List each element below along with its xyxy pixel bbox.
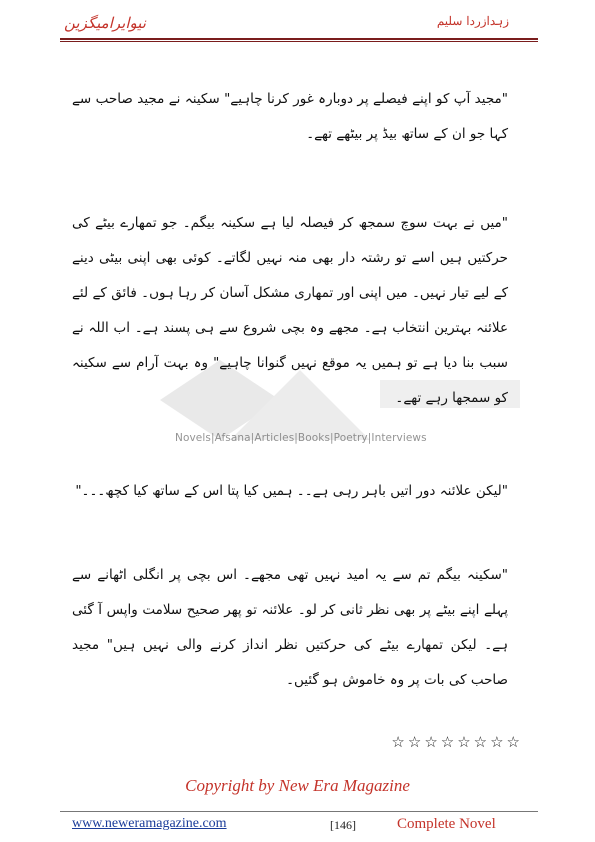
magazine-name: نیوایرامیگزین xyxy=(64,14,146,32)
copyright-notice: Copyright by New Era Magazine xyxy=(185,776,410,795)
website-link[interactable]: www.neweramagazine.com xyxy=(72,816,227,831)
paragraph-3: "لیکن علائنہ دور اتیں باہر رہی ہے۔۔ ہمیں کیا پتا اس کے ساتھ کیا کچھ۔۔۔" xyxy=(75,483,508,499)
page-header xyxy=(0,10,595,40)
paragraph-4: "سکینہ بیگم تم سے یہ امید نہیں تھی مجھے۔ اس بچی پر انگلی اٹھانے سے پہلے اپنے بیٹے پر بھی نظر ثانی کر لو۔ علائنہ تو پھر صحیح سلامت واپس آ گئی ہے۔ لیکن تمھارے بیٹے کی حرکتیں نظر انداز کرنے والی نہیں ہیں" مجید صاحب کی بات پر وہ خاموش ہو گئیں۔ xyxy=(72,567,508,688)
page-number: [146] xyxy=(330,818,356,832)
section-separator-stars: ☆☆☆☆☆☆☆☆ xyxy=(391,733,523,751)
author-name: زہدازردا سلیم xyxy=(436,14,509,28)
page-footer xyxy=(0,814,595,836)
novel-label: Complete Novel xyxy=(397,816,496,832)
paragraph-2: "میں نے بہت سوچ سمجھ کر فیصلہ لیا ہے سکینہ بیگم۔ جو تمھارے بیٹے کی حرکتیں ہیں اسے تو رشتہ دار بھی منہ نہیں لگاتے۔ کوئی بھی اپنی بیٹی دینے کے لیے تیار نہیں۔ میں اپنی اور تمھاری مشکل آسان کر رہا ہوں۔ فائق کے لئے علائنہ بہترین انتخاب ہے۔ مجھے وہ بچی شروع سے ہی پسند ہے۔ اب اللہ نے سبب بنا دیا ہے تو ہمیں یہ موقع نہیں گنوانا چاہیے" وہ بہت آرام سے سکینہ کو سمجھا رہے تھے۔ xyxy=(72,215,508,406)
paragraph-1: "مجید آپ کو اپنے فیصلے پر دوبارہ غور کرنا چاہیے" سکینہ نے مجید صاحب سے کہا جو ان کے ساتھ بیڈ پر بیٹھے تھے۔ xyxy=(72,91,508,142)
footer-divider xyxy=(60,811,538,812)
header-divider-thin xyxy=(60,41,538,42)
watermark-caption: Novels|Afsana|Articles|Books|Poetry|Interviews xyxy=(175,432,427,444)
header-divider xyxy=(60,38,538,40)
